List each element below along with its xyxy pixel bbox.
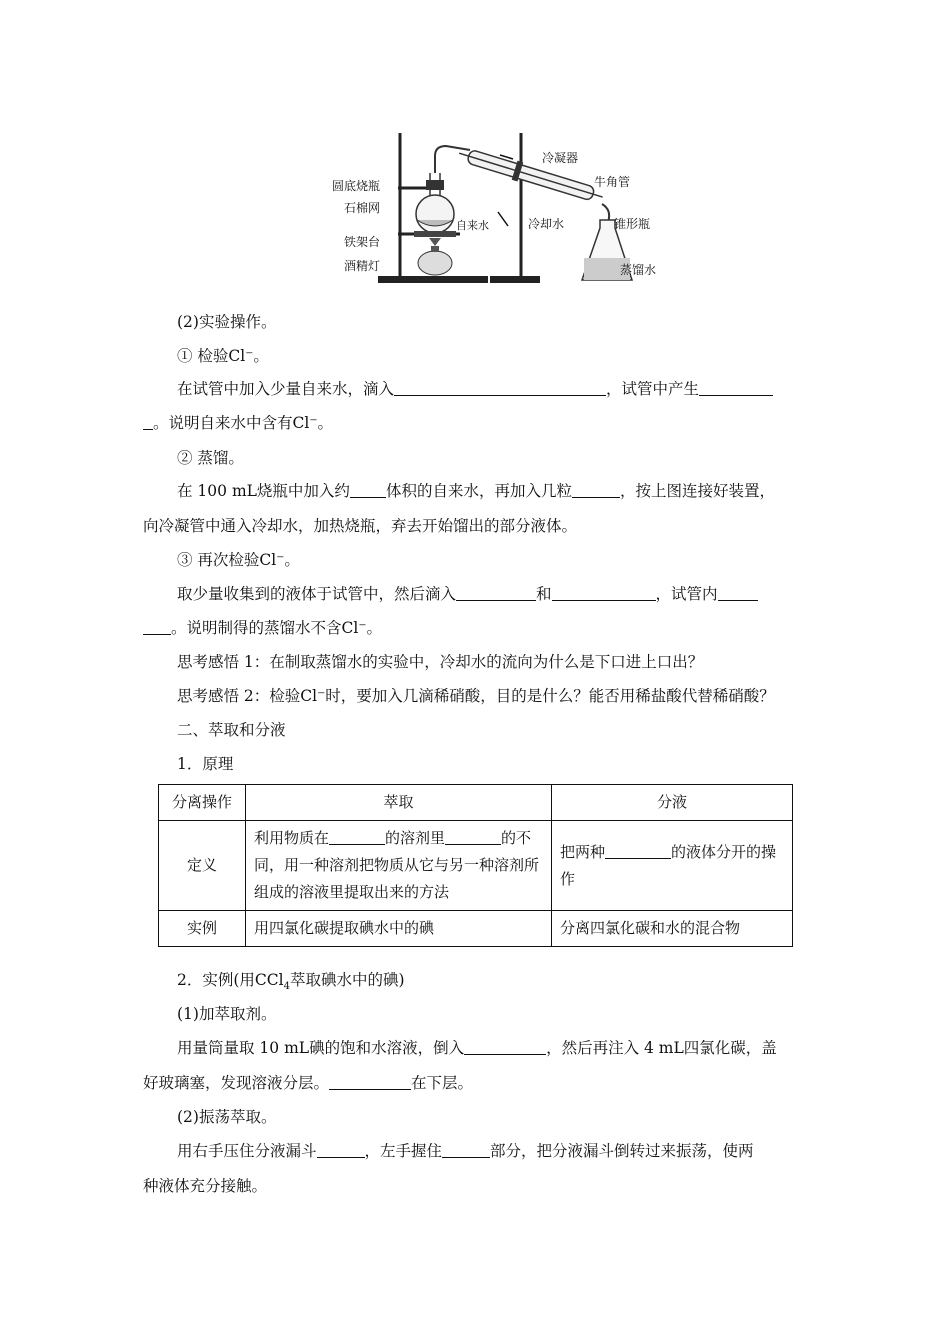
separation-example: 分离四氯化碳和水的混合物 [552, 911, 793, 947]
extraction-definition: 利用物质在 的溶剂里 的不同，用一种溶剂把物质从它与另一种溶剂所组成的溶液里提取出来的方法 [246, 821, 552, 911]
blank [143, 415, 153, 430]
blank [718, 586, 758, 601]
extraction-example: 用四氯化碳提取碘水中的碘 [246, 911, 552, 947]
step2-text-2: 向冷凝管中通入冷却水，加热烧瓶，弃去开始馏出的部分液体。 [143, 517, 578, 535]
distillation-apparatus-figure [330, 128, 720, 288]
blank [350, 483, 386, 498]
step-a1-text-1: 用量筒量取 10 mL碘的饱和水溶液，倒入 ，然后再注入 4 mL四氯化碳，盖 [177, 1039, 777, 1057]
header-cell: 分离操作 [159, 785, 246, 821]
step1-text-2: 。说明自来水中含有Cl⁻。 [143, 413, 333, 433]
blank [394, 381, 606, 396]
step-a2-title: (2)振荡萃取。 [177, 1108, 277, 1126]
header-cell: 分液 [552, 785, 793, 821]
step3-text-1: 取少量收集到的液体于试管中，然后滴入 和 ，试管内 [177, 584, 758, 604]
label-flask: 圆底烧瓶 [332, 179, 381, 193]
blank [143, 620, 171, 635]
example-heading: 2．实例(用CCl$_4$萃取碘水中的碘) [177, 971, 405, 993]
blank [329, 830, 385, 845]
label-tapwater: 自来水 [456, 219, 489, 232]
step-a2-text-1: 用右手压住分液漏斗 ，左手握住 部分，把分液漏斗倒转过来振荡，使两 [177, 1142, 754, 1160]
label-coolwater: 冷却水 [528, 217, 565, 231]
step3-title: ③ 再次检验Cl⁻。 [177, 551, 300, 569]
blank [552, 586, 656, 601]
principle-heading: 1．原理 [177, 755, 234, 773]
row-label: 定义 [159, 821, 246, 911]
table-row [159, 785, 793, 821]
asbestos-gauze [414, 231, 456, 237]
principle-table [158, 784, 793, 947]
blank [317, 1143, 365, 1158]
label-stand: 铁架台 [344, 235, 381, 249]
separation-definition: 把两种 的液体分开的操作 [552, 821, 793, 911]
blank [442, 1143, 490, 1158]
apparatus-drawing [330, 128, 720, 288]
stand-base-left [378, 276, 488, 283]
blank [572, 483, 620, 498]
label-gauze: 石棉网 [344, 201, 381, 215]
blank [699, 381, 773, 396]
step-a1-text-2: 好玻璃塞，发现溶液分层。 在下层。 [143, 1074, 474, 1092]
step-a2-text-2: 种液体充分接触。 [143, 1177, 268, 1195]
header-cell: 萃取 [246, 785, 552, 821]
blank [445, 830, 501, 845]
label-distilled: 蒸馏水 [620, 263, 657, 277]
step1-text-1: 在试管中加入少量自来水，滴入 ，试管中产生 [177, 379, 773, 399]
label-condenser: 冷凝器 [542, 151, 579, 165]
condenser [456, 144, 605, 207]
step2-title: ② 蒸馏。 [177, 449, 244, 467]
table-row [159, 821, 793, 911]
step-a1-title: (1)加萃取剂。 [177, 1005, 277, 1023]
blank [329, 1075, 411, 1090]
blank [605, 844, 671, 859]
blank [464, 1040, 546, 1055]
round-bottom-flask [416, 195, 454, 233]
blank [456, 586, 536, 601]
step1-title: ① 检验Cl⁻。 [177, 347, 269, 365]
table-row [159, 911, 793, 947]
row-label: 实例 [159, 911, 246, 947]
step3-text-2: 。说明制得的蒸馏水不含Cl⁻。 [143, 618, 382, 638]
label-conical: 锥形瓶 [614, 217, 651, 231]
section-2-heading: 二、萃取和分液 [177, 721, 286, 739]
step2-text-1: 在 100 mL烧瓶中加入约 体积的自来水，再加入几粒 ，按上图连接好装置， [177, 482, 775, 500]
operation-heading: (2)实验操作。 [177, 313, 277, 331]
think-2: 思考感悟 2：检验Cl⁻时，要加入几滴稀硝酸，目的是什么？能否用稀盐酸代替稀硝酸？ [177, 687, 775, 705]
alcohol-lamp [418, 251, 452, 275]
label-lamp: 酒精灯 [344, 259, 381, 273]
label-adapter: 牛角管 [594, 175, 631, 189]
think-1: 思考感悟 1：在制取蒸馏水的实验中，冷却水的流向为什么是下口进上口出？ [177, 653, 704, 671]
